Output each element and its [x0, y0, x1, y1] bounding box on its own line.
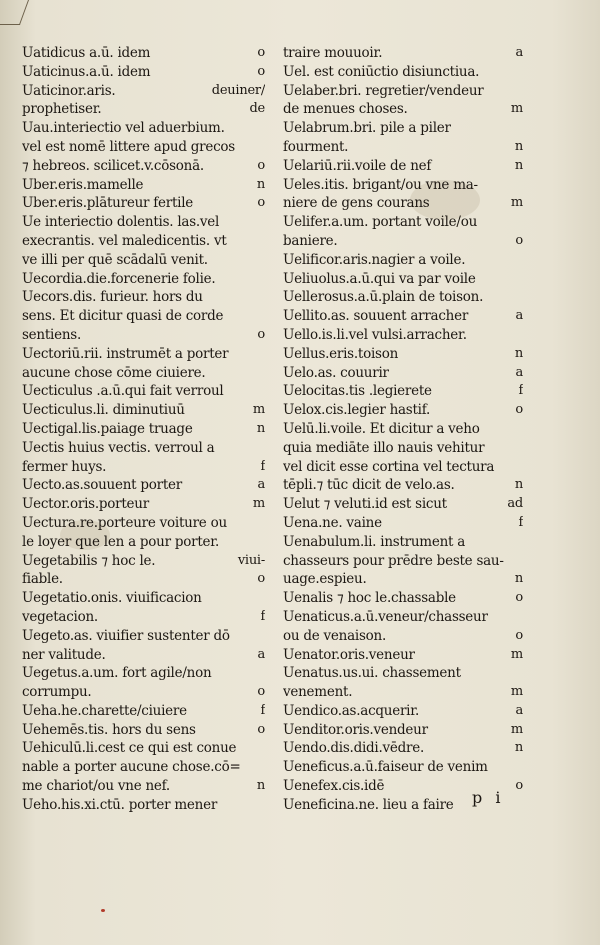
entry-text: Uelariū.rii.voile de nef: [283, 157, 432, 174]
entry-text: Uaticinus.a.ū. idem: [22, 63, 151, 80]
entry-gender-mark: m: [252, 496, 265, 512]
entry-text: Uecors.dis. furieur. hors du: [22, 289, 203, 306]
dictionary-line: [283, 702, 523, 721]
dictionary-line: [22, 364, 265, 383]
entry-gender-mark: n: [514, 345, 523, 361]
dictionary-line: [22, 533, 265, 552]
signature-mark: p i: [472, 788, 505, 807]
entry-text: Uber.eris.plātureur fertile: [22, 195, 193, 212]
entry-gender-mark: n: [256, 420, 265, 436]
entry-gender-mark: o: [257, 63, 265, 79]
dictionary-line: [22, 251, 265, 270]
dictionary-line: [283, 213, 523, 232]
entry-text: Uellerosus.a.ū.plain de toison.: [283, 289, 484, 306]
entry-gender-mark: de: [249, 101, 265, 117]
entry-text: Uel. est coniūctio disiunctiua.: [283, 63, 480, 80]
entry-text: ve illi per quē scādalū venit.: [22, 251, 208, 268]
entry-text: vel dicit esse cortina vel tectura: [283, 458, 495, 475]
dictionary-line: [22, 345, 265, 364]
entry-text: quia mediāte illo nauis vehitur: [283, 439, 485, 456]
entry-gender-mark: n: [514, 477, 523, 493]
entry-text: Uegetus.a.um. fort agile/non: [22, 665, 212, 682]
dictionary-line: [22, 627, 265, 646]
dictionary-line: [283, 570, 523, 589]
entry-text: Uenefex.cis.idē: [283, 778, 385, 795]
entry-text: fermer huys.: [22, 458, 107, 475]
dictionary-line: [22, 476, 265, 495]
dictionary-line: [22, 326, 265, 345]
dictionary-line: [22, 758, 265, 777]
entry-gender-mark: m: [510, 195, 523, 211]
red-ink-dot: [101, 909, 105, 912]
entry-gender-mark: n: [514, 157, 523, 173]
entry-gender-mark: f: [518, 514, 523, 530]
dictionary-line: [283, 533, 523, 552]
dictionary-line: [22, 63, 265, 82]
entry-text: Uecticulus .a.ū.qui fait verroul: [22, 383, 224, 400]
dictionary-line: [283, 382, 523, 401]
dictionary-line: [283, 63, 523, 82]
entry-text: Uau.interiectio vel aduerbium.: [22, 120, 225, 137]
entry-gender-mark: o: [515, 232, 523, 248]
entry-gender-mark: viui-: [237, 552, 265, 568]
entry-text: tēpli.⁊ tūc dicit de velo.as.: [283, 477, 455, 494]
entry-text: Uelificor.aris.nagier a voile.: [283, 251, 466, 268]
dictionary-line: [22, 721, 265, 740]
entry-gender-mark: a: [257, 646, 265, 662]
dictionary-line: [22, 570, 265, 589]
dictionary-line: [283, 44, 523, 63]
entry-gender-mark: o: [257, 326, 265, 342]
dictionary-line: [283, 401, 523, 420]
dictionary-line: [283, 251, 523, 270]
entry-gender-mark: n: [514, 571, 523, 587]
entry-gender-mark: o: [515, 778, 523, 794]
dictionary-line: [22, 232, 265, 251]
dictionary-line: [22, 495, 265, 514]
dictionary-line: [283, 82, 523, 101]
entry-gender-mark: o: [257, 571, 265, 587]
dictionary-line: [22, 683, 265, 702]
entry-text: corrumpu.: [22, 684, 92, 701]
entry-text: Uelut ⁊ veluti.id est sicut: [283, 496, 447, 513]
entry-text: Uecticulus.li. diminutiuū: [22, 402, 185, 419]
dictionary-line: [22, 382, 265, 401]
entry-gender-mark: n: [256, 778, 265, 794]
entry-text: Uegetabilis ⁊ hoc le.: [22, 552, 156, 569]
dictionary-line: [283, 646, 523, 665]
dictionary-line: [283, 589, 523, 608]
dictionary-line: [22, 739, 265, 758]
dictionary-line: [283, 288, 523, 307]
entry-gender-mark: a: [515, 702, 523, 718]
dictionary-line: [283, 758, 523, 777]
entry-gender-mark: a: [515, 308, 523, 324]
dictionary-line: [22, 458, 265, 477]
dictionary-line: [283, 100, 523, 119]
dictionary-line: [22, 44, 265, 63]
entry-gender-mark: o: [257, 45, 265, 60]
dictionary-line: [22, 307, 265, 326]
dictionary-line: [22, 702, 265, 721]
dictionary-line: [283, 270, 523, 289]
entry-text: Ue interiectio dolentis. las.vel: [22, 214, 220, 231]
entry-text: Uendico.as.acquerir.: [283, 702, 419, 719]
dictionary-line: [283, 514, 523, 533]
entry-text: Uenator.oris.veneur: [283, 646, 415, 663]
entry-text: Uectigal.lis.paiage truage: [22, 420, 193, 437]
dictionary-line: [22, 608, 265, 627]
entry-text: me chariot/ou vne nef.: [22, 778, 170, 795]
entry-gender-mark: o: [515, 402, 523, 418]
entry-text: sens. Et dicitur quasi de corde: [22, 308, 224, 325]
dictionary-line: [22, 439, 265, 458]
entry-text: Ueha.he.charette/ciuiere: [22, 702, 187, 719]
dictionary-line: [283, 476, 523, 495]
dictionary-line: [22, 288, 265, 307]
entry-text: le loyer que len a pour porter.: [22, 533, 220, 550]
entry-text: Uena.ne. vaine: [283, 514, 382, 531]
entry-text: uage.espieu.: [283, 571, 367, 588]
entry-text: Uectoriū.rii. instrumēt a porter: [22, 345, 229, 362]
entry-text: Uenditor.oris.vendeur: [283, 721, 428, 738]
entry-gender-mark: a: [515, 364, 523, 380]
dictionary-line: [22, 213, 265, 232]
entry-text: Uegeto.as. viuifier sustenter dō: [22, 627, 230, 644]
dictionary-line: [283, 664, 523, 683]
dictionary-line: [22, 157, 265, 176]
entry-text: prophetiser.: [22, 101, 102, 118]
entry-gender-mark: m: [510, 101, 523, 117]
entry-text: nable a porter aucune chose.cō=: [22, 759, 241, 776]
dictionary-line: [283, 176, 523, 195]
dictionary-line: [283, 721, 523, 740]
entry-gender-mark: n: [514, 740, 523, 756]
dictionary-line: [22, 401, 265, 420]
entry-text: Uellito.as. souuent arracher: [283, 308, 469, 325]
dictionary-line: [22, 420, 265, 439]
dictionary-line: [22, 514, 265, 533]
entry-text: traire mouuoir.: [283, 45, 383, 61]
entry-gender-mark: a: [515, 45, 523, 60]
entry-text: execrantis. vel maledicentis. vt: [22, 232, 227, 249]
entry-gender-mark: m: [510, 684, 523, 700]
entry-text: Uectis huius vectis. verroul a: [22, 439, 215, 456]
entry-gender-mark: f: [260, 608, 265, 624]
entry-text: Ueneficus.a.ū.faiseur de venim: [283, 759, 488, 776]
entry-text: Uectura.re.porteure voiture ou: [22, 514, 227, 531]
entry-gender-mark: o: [515, 627, 523, 643]
entry-gender-mark: f: [260, 702, 265, 718]
entry-text: Uelox.cis.legier hastif.: [283, 402, 431, 419]
entry-text: Ueneficina.ne. lieu a faire: [283, 796, 454, 813]
dictionary-line: [22, 82, 265, 101]
page-corner-fold: [0, 0, 29, 25]
dictionary-line: [283, 232, 523, 251]
entry-gender-mark: o: [257, 684, 265, 700]
dictionary-line: [283, 157, 523, 176]
entry-text: Uelaber.bri. regretier/vendeur: [283, 82, 484, 99]
entry-gender-mark: n: [514, 138, 523, 154]
dictionary-line: [283, 739, 523, 758]
dictionary-line: [22, 194, 265, 213]
entry-text: Uecto.as.souuent porter: [22, 477, 182, 494]
entry-text: ner valitude.: [22, 646, 106, 663]
entry-text: Ueliuolus.a.ū.qui va par voile: [283, 270, 476, 287]
entry-gender-mark: n: [256, 176, 265, 192]
entry-text: ou de venaison.: [283, 627, 387, 644]
entry-text: Uenabulum.li. instrument a: [283, 533, 466, 550]
entry-text: Uelabrum.bri. pile a piler: [283, 120, 451, 137]
entry-gender-mark: deuiner/: [211, 82, 265, 98]
entry-text: aucune chose cōme ciuiere.: [22, 364, 206, 381]
dictionary-line: [283, 420, 523, 439]
entry-text: venement.: [283, 684, 353, 701]
dictionary-line: [22, 646, 265, 665]
entry-gender-mark: m: [510, 646, 523, 662]
entry-text: Uelo.as. couurir: [283, 364, 389, 381]
entry-text: ⁊ hebreos. scilicet.v.cōsonā.: [22, 157, 204, 174]
entry-gender-mark: o: [257, 157, 265, 173]
entry-text: Uelū.li.voile. Et dicitur a veho: [283, 420, 480, 437]
entry-gender-mark: f: [518, 383, 523, 399]
dictionary-line: [283, 552, 523, 571]
entry-text: fourment.: [283, 138, 349, 155]
entry-text: chasseurs pour prēdre beste sau-: [283, 552, 504, 569]
entry-text: baniere.: [283, 232, 338, 249]
dictionary-line: [283, 119, 523, 138]
dictionary-line: [283, 439, 523, 458]
dictionary-line: [22, 552, 265, 571]
dictionary-line: [22, 119, 265, 138]
dictionary-line: [22, 664, 265, 683]
dictionary-line: [22, 100, 265, 119]
dictionary-line: [283, 364, 523, 383]
dictionary-line: [22, 589, 265, 608]
entry-text: Ueho.his.xi.ctū. porter mener: [22, 796, 218, 813]
entry-gender-mark: m: [510, 721, 523, 737]
entry-text: vel est nomē littere apud grecos: [22, 138, 235, 155]
dictionary-line: [283, 194, 523, 213]
entry-text: Uector.oris.porteur: [22, 496, 149, 513]
entry-text: Uellus.eris.toison: [283, 345, 399, 362]
entry-text: Uendo.dis.didi.vēdre.: [283, 740, 425, 757]
entry-text: Uello.is.li.vel vulsi.arracher.: [283, 326, 467, 343]
entry-gender-mark: m: [252, 402, 265, 418]
dictionary-line: [283, 608, 523, 627]
entry-gender-mark: o: [257, 195, 265, 211]
entry-text: Uelifer.a.um. portant voile/ou: [283, 214, 478, 231]
right-text-column: [283, 44, 523, 815]
entry-gender-mark: o: [515, 590, 523, 606]
dictionary-line: [283, 307, 523, 326]
dictionary-line: [22, 176, 265, 195]
entry-text: Ueles.itis. brigant/ou vne ma-: [283, 176, 478, 193]
dictionary-line: [22, 138, 265, 157]
entry-gender-mark: o: [257, 721, 265, 737]
dictionary-line: [283, 345, 523, 364]
dictionary-line: [283, 495, 523, 514]
entry-text: de menues choses.: [283, 101, 408, 118]
entry-gender-mark: ad: [507, 496, 523, 512]
dictionary-line: [283, 683, 523, 702]
entry-text: Uaticinor.aris.: [22, 82, 116, 99]
entry-text: fiable.: [22, 571, 63, 588]
dictionary-line: [283, 627, 523, 646]
entry-text: vegetacion.: [22, 608, 98, 625]
entry-text: Uehiculū.li.cest ce qui est conue: [22, 740, 237, 757]
entry-text: Uenaticus.a.ū.veneur/chasseur: [283, 608, 488, 625]
dictionary-line: [283, 138, 523, 157]
entry-text: Uecordia.die.forcenerie folie.: [22, 270, 216, 287]
entry-text: Uber.eris.mamelle: [22, 176, 144, 193]
entry-text: Uelocitas.tis .legierete: [283, 383, 432, 400]
dictionary-line: [22, 270, 265, 289]
entry-gender-mark: a: [257, 477, 265, 493]
entry-text: Uegetatio.onis. viuificacion: [22, 590, 202, 607]
left-text-column: [22, 44, 265, 815]
entry-text: sentiens.: [22, 326, 82, 343]
dictionary-line: [283, 326, 523, 345]
entry-gender-mark: f: [260, 458, 265, 474]
entry-text: niere de gens courans: [283, 195, 430, 212]
entry-text: Uatidicus a.ū. idem: [22, 45, 151, 61]
entry-text: Uenatus.us.ui. chassement: [283, 665, 461, 682]
dictionary-line: [283, 458, 523, 477]
dictionary-line: [22, 777, 265, 796]
entry-text: Uenalis ⁊ hoc le.chassable: [283, 590, 456, 607]
dictionary-line: [22, 796, 265, 815]
entry-text: Uehemēs.tis. hors du sens: [22, 721, 196, 738]
